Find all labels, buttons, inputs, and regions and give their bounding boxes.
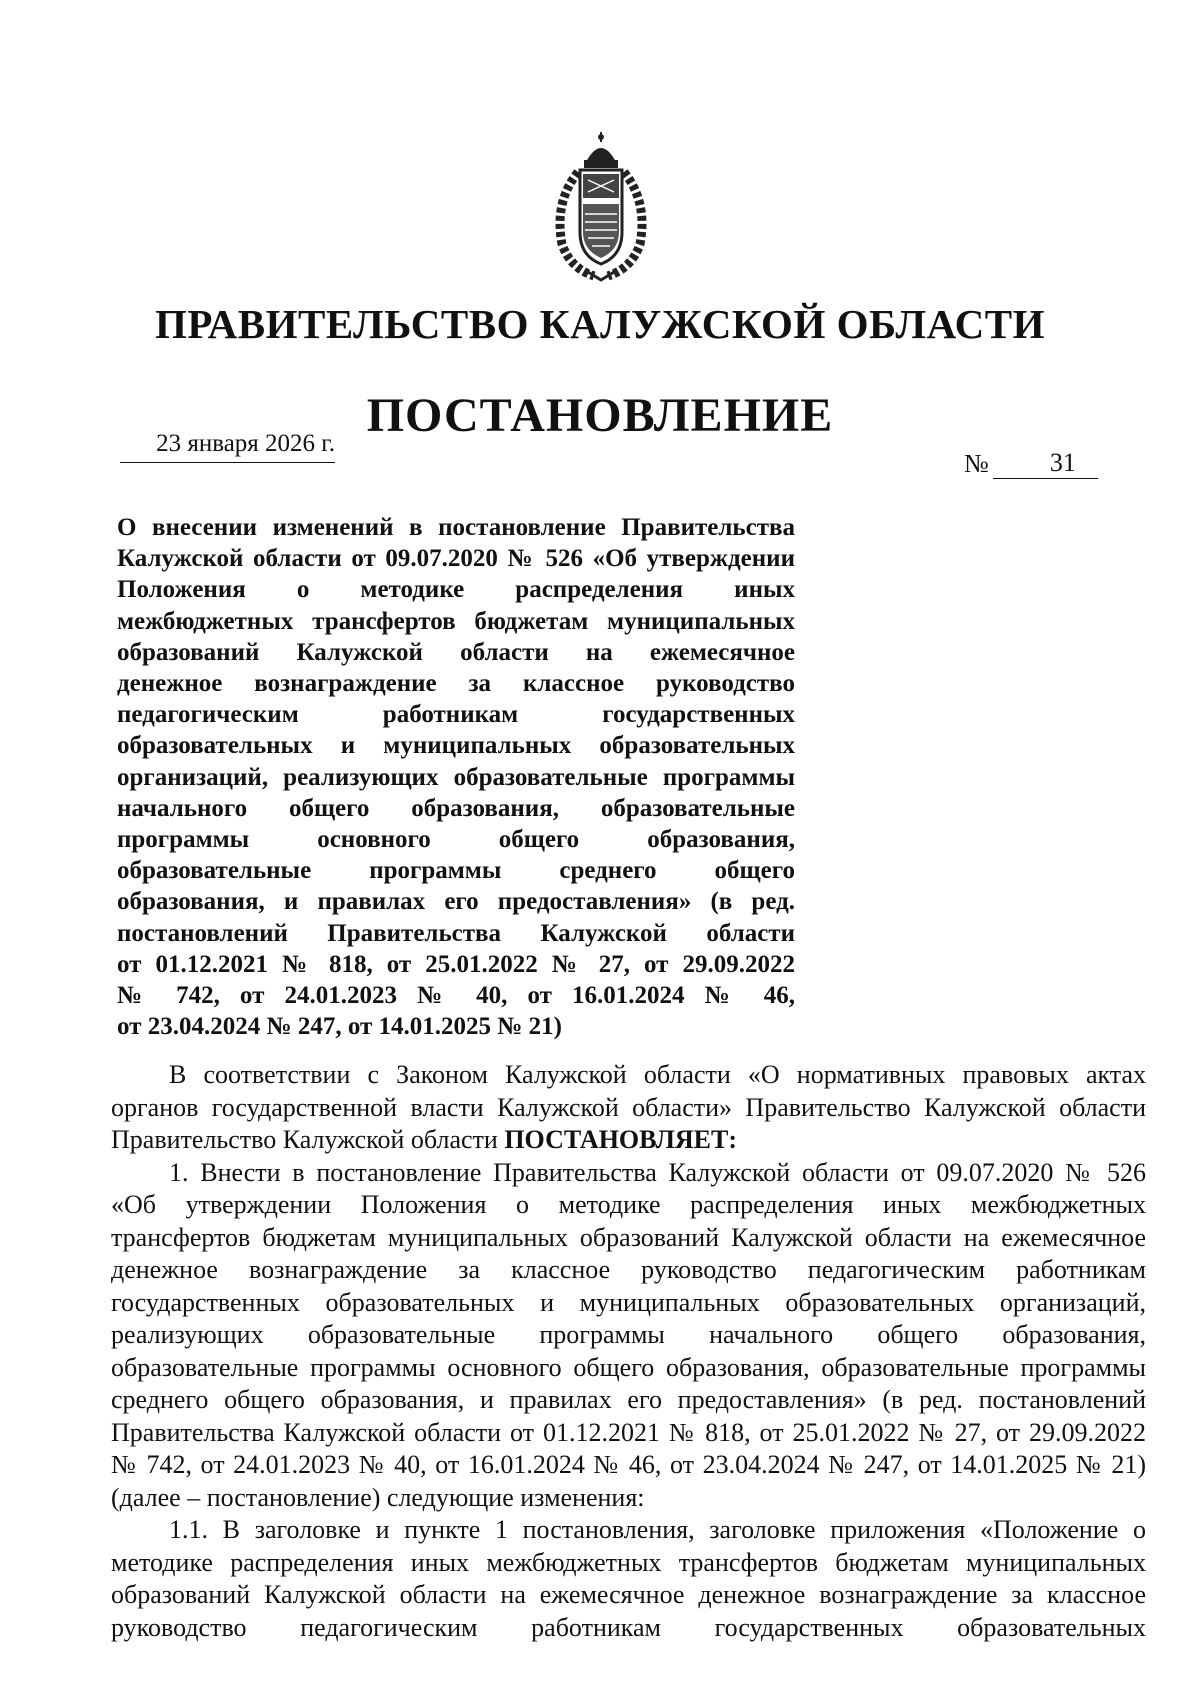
body-line: (далее – постановление) следующие изменения: xyxy=(111,1482,645,1512)
body-line: образовательные программы основного общего образования, образовательные программы xyxy=(111,1352,1146,1382)
body-text: Правительство Калужской области xyxy=(111,1125,505,1154)
heading-line: О внесении изменений в постановление Правительства xyxy=(117,514,795,541)
document-heading xyxy=(117,512,795,1042)
heading-line: Положения о методике распределения иных xyxy=(117,576,795,604)
body-line xyxy=(111,1124,1146,1157)
heading-line: образований Калужской области на ежемесячное xyxy=(117,638,795,666)
heading-line: постановлений Правительства Калужской области xyxy=(117,919,795,947)
heading-line: межбюджетных трансфертов бюджетам муниципальных xyxy=(117,607,795,635)
number-sign: № xyxy=(964,449,989,478)
heading-line: № 742, от 24.01.2023 № 40, от 16.01.2024 № 46, xyxy=(117,982,795,1010)
document-number xyxy=(964,448,1098,479)
government-title: ПРАВИТЕЛЬСТВО КАЛУЖСКОЙ ОБЛАСТИ xyxy=(154,301,1046,347)
body-line: № 742, от 24.01.2023 № 40, от 16.01.2024 № 46, от 23.04.2024 № 247, от 14.01.2025 № 21) xyxy=(111,1450,1146,1479)
body-line: В соответствии с Законом Калужской области «О нормативных правовых актах xyxy=(169,1060,1146,1089)
body-line: 1.1. В заголовке и пункте 1 постановления, заголовке приложения «Положение о xyxy=(169,1515,1146,1544)
document-date: 23 января 2026 г. xyxy=(120,430,335,463)
body-line: трансфертов бюджетам муниципальных образований Калужской области на ежемесячное xyxy=(111,1222,1146,1252)
heading-line: от 01.12.2021 № 818, от 25.01.2022 № 27, от 29.09.2022 xyxy=(117,950,795,978)
body-line: «Об утверждении Положения о методике распределения иных межбюджетных xyxy=(111,1190,1146,1219)
heading-line: начального общего образования, образовательные xyxy=(117,794,795,822)
coat-of-arms-icon xyxy=(548,132,654,282)
heading-line: образования, и правилах его предоставления» (в ред. xyxy=(117,888,795,916)
document-body xyxy=(111,1059,1146,1644)
heading-line: Калужской области от 09.07.2020 № 526 «Об утверждении xyxy=(117,545,795,573)
heading-line: от 23.04.2024 № 247, от 14.01.2025 № 21) xyxy=(117,1013,562,1041)
body-line: денежное вознаграждение за классное руководство педагогическим работникам xyxy=(111,1255,1146,1284)
document-type-title: ПОСТАНОВЛЕНИЕ xyxy=(366,389,834,442)
body-line: реализующих образовательные программы начального общего образования, xyxy=(111,1320,1146,1349)
coat-of-arms-emblem xyxy=(548,132,654,282)
body-line: 1. Внести в постановление Правительства Калужской области от 09.07.2020 № 526 xyxy=(169,1157,1146,1187)
body-line: среднего общего образования, и правилах его предоставления» (в ред. постановлений xyxy=(111,1385,1146,1414)
heading-line: денежное вознаграждение за классное руководство xyxy=(117,670,795,698)
body-line: органов государственной власти Калужской области» Правительство Калужской области xyxy=(111,1092,1146,1122)
heading-line: организаций, реализующих образовательные программы xyxy=(117,763,795,791)
heading-line: образовательные программы среднего общего xyxy=(117,857,795,885)
body-line: Правительства Калужской области от 01.12.2021 № 818, от 25.01.2022 № 27, от 29.09.2022 xyxy=(111,1417,1146,1447)
heading-line: образовательных и муниципальных образовательных xyxy=(117,732,795,760)
body-line: образований Калужской области на ежемесячное денежное вознаграждение за классное xyxy=(111,1580,1146,1609)
number-value: 31 xyxy=(993,448,1098,479)
body-line: методике распределения иных межбюджетных трансфертов бюджетам муниципальных xyxy=(111,1547,1146,1577)
resolves-keyword: ПОСТАНОВЛЯЕТ: xyxy=(504,1125,737,1154)
heading-line: программы основного общего образования, xyxy=(117,826,795,854)
body-line: государственных образовательных и муниципальных образовательных организаций, xyxy=(111,1287,1146,1317)
body-line: руководство педагогическим работникам государственных образовательных xyxy=(111,1612,1146,1642)
heading-line: педагогическим работникам государственных xyxy=(117,701,795,729)
